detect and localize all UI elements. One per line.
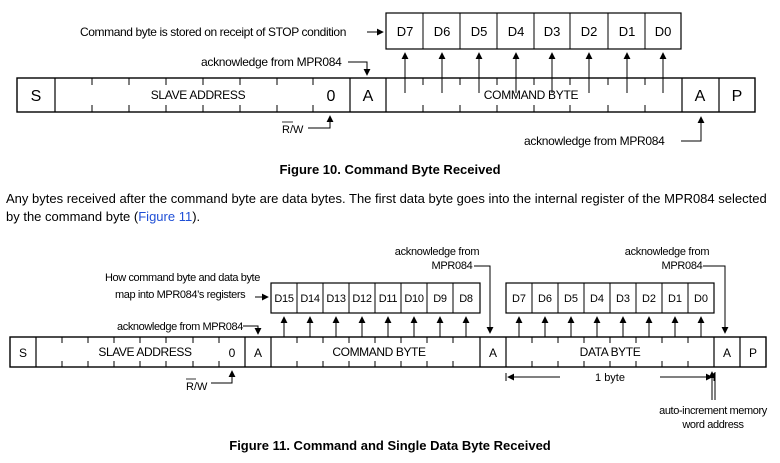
acknowledge-label: acknowledge from <box>394 246 480 258</box>
slave-address-field: SLAVE ADDRESS <box>150 88 246 102</box>
command-byte-field: COMMAND BYTE <box>483 88 579 102</box>
register-bit: D7 <box>511 293 527 305</box>
acknowledge-label: acknowledge from MPR084 <box>524 134 665 148</box>
start-bit: S <box>18 346 28 360</box>
figure-caption: Figure 11. Command and Single Data Byte Received <box>229 438 551 453</box>
register-bit: D7 <box>396 24 414 39</box>
register-bit: D3 <box>543 24 561 39</box>
acknowledge-label: MPR084 <box>661 260 703 272</box>
register-bit: D6 <box>433 24 451 39</box>
register-bit: D5 <box>470 24 488 39</box>
register-bit: D9 <box>433 293 447 305</box>
register-bit: D1 <box>667 293 683 305</box>
ack-bit: A <box>253 346 263 360</box>
byte-to-register-arrows <box>284 317 701 337</box>
register-bit: D5 <box>563 293 579 305</box>
ack-bit: A <box>488 346 498 360</box>
i2c-frame <box>17 78 755 112</box>
stop-bit: P <box>748 346 758 360</box>
acknowledge-label: acknowledge from MPR084 <box>201 55 342 69</box>
register-bit: D11 <box>378 293 398 305</box>
register-bit: D3 <box>615 293 631 305</box>
register-bit: D4 <box>507 24 525 39</box>
register-bit: D2 <box>641 293 657 305</box>
data-byte-field: DATA BYTE <box>579 345 641 359</box>
stop-condition-note: Command byte is stored on receipt of STOP condition <box>80 25 346 39</box>
stop-bit: P <box>731 88 743 105</box>
register-bit: D4 <box>589 293 605 305</box>
figure-11 <box>10 246 768 453</box>
register-bit: D12 <box>352 293 372 305</box>
start-bit: S <box>30 88 42 105</box>
mapping-note: map into MPR084’s registers <box>115 289 246 301</box>
figure-10 <box>17 13 755 177</box>
figure-caption: Figure 10. Command Byte Received <box>279 162 501 177</box>
auto-increment-label: auto-increment memory <box>659 405 767 417</box>
rw-label: R/W <box>282 124 304 136</box>
command-to-register-arrows <box>405 53 663 93</box>
one-byte-span <box>506 372 714 384</box>
data-register-bits <box>506 283 714 313</box>
mapping-note: How command byte and data byte <box>105 272 260 284</box>
slave-address-field: SLAVE ADDRESS <box>98 345 192 359</box>
register-bit: D0 <box>693 293 709 305</box>
figure-11-link[interactable]: Figure 11 <box>138 209 193 224</box>
paragraph-text: Any bytes received after the command byte are data bytes. The first data byte goes into the internal register of the MPR084 selected by the command byte ( <box>6 191 767 224</box>
register-bits <box>386 13 681 49</box>
register-bit: D15 <box>274 293 294 305</box>
one-byte-label: 1 byte <box>595 372 625 384</box>
register-bit: D13 <box>326 293 346 305</box>
register-bit: D14 <box>300 293 320 305</box>
rw-bit: 0 <box>326 88 336 105</box>
register-bit: D6 <box>537 293 553 305</box>
register-bit: D10 <box>404 293 424 305</box>
register-bit: D0 <box>654 24 672 39</box>
register-bit: D1 <box>618 24 636 39</box>
register-bit: D2 <box>580 24 598 39</box>
body-paragraph <box>6 190 776 226</box>
i2c-frame <box>10 337 766 367</box>
acknowledge-label: acknowledge from <box>624 246 710 258</box>
register-bit: D8 <box>459 293 473 305</box>
rw-label: R/W <box>186 381 208 393</box>
acknowledge-label: acknowledge from MPR084 <box>117 321 243 333</box>
auto-increment-marker <box>659 372 768 431</box>
ack-bit: A <box>694 88 706 105</box>
acknowledge-label: MPR084 <box>431 260 473 272</box>
rw-bit: 0 <box>228 346 236 360</box>
ack-bit: A <box>722 346 732 360</box>
command-register-bits <box>271 283 480 313</box>
auto-increment-label: word address <box>682 419 744 431</box>
command-byte-field: COMMAND BYTE <box>332 345 426 359</box>
paragraph-tail: ). <box>192 209 201 224</box>
ack-bit: A <box>362 88 374 105</box>
